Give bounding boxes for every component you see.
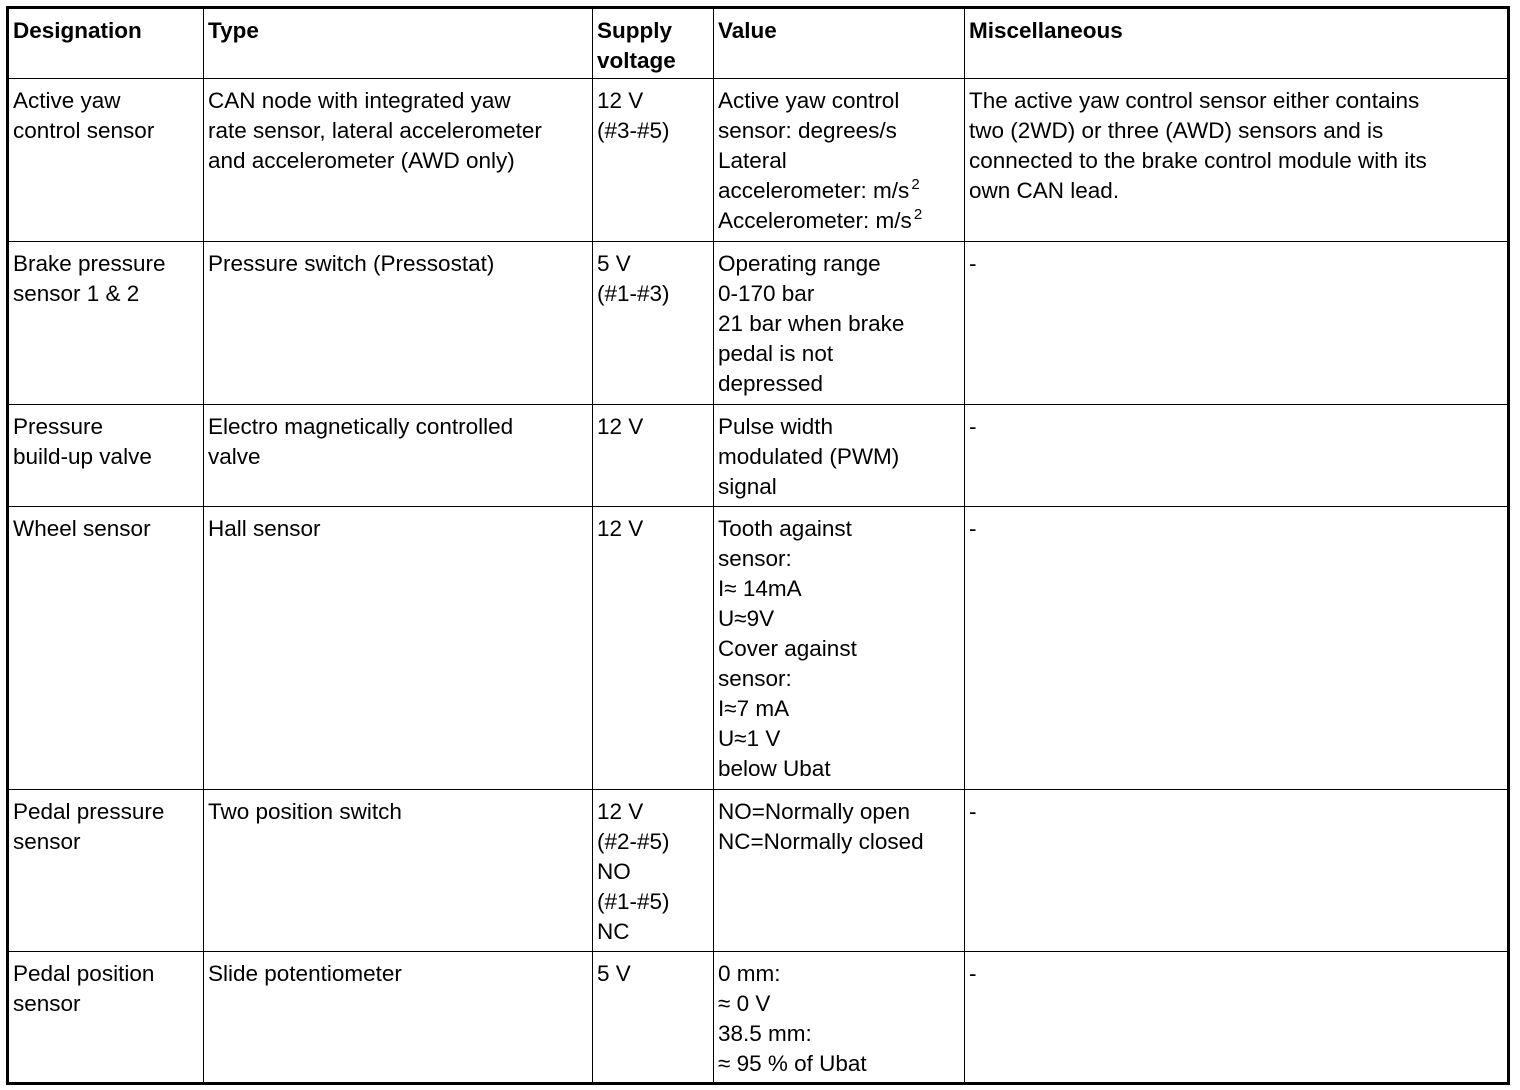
miscellaneous-cell: The active yaw control sensor either contains two (2WD) or three (AWD) sensors and is connected to the brake control module with its own CAN lead.: [965, 79, 1509, 242]
miscellaneous-cell: -: [965, 242, 1509, 405]
designation-cell: Brake pressure sensor 1 & 2: [8, 242, 204, 405]
component-spec-table: [6, 6, 1510, 1085]
miscellaneous-cell: -: [965, 952, 1509, 1084]
value-cell: NO=Normally open NC=Normally closed: [714, 790, 965, 952]
table-row: [8, 952, 1509, 1084]
header-supply-voltage: Supply voltage: [593, 8, 714, 79]
type-cell: Slide potentiometer: [204, 952, 593, 1084]
table-row: [8, 405, 1509, 507]
header-miscellaneous: Miscellaneous: [965, 8, 1509, 79]
miscellaneous-cell: -: [965, 507, 1509, 790]
designation-cell: Pressure build-up valve: [8, 405, 204, 507]
supply-voltage-cell: 12 V: [593, 507, 714, 790]
table-row: [8, 242, 1509, 405]
table-row: [8, 79, 1509, 242]
value-cell: Pulse width modulated (PWM) signal: [714, 405, 965, 507]
type-cell: Two position switch: [204, 790, 593, 952]
designation-cell: Active yaw control sensor: [8, 79, 204, 242]
header-value: Value: [714, 8, 965, 79]
type-cell: Hall sensor: [204, 507, 593, 790]
designation-cell: Pedal pressure sensor: [8, 790, 204, 952]
designation-cell: Pedal position sensor: [8, 952, 204, 1084]
type-cell: Electro magnetically controlled valve: [204, 405, 593, 507]
supply-voltage-cell: 12 V: [593, 405, 714, 507]
value-cell: Tooth against sensor: I≈ 14mA U≈9V Cover against sensor: I≈7 mA U≈1 V below Ubat: [714, 507, 965, 790]
type-cell: CAN node with integrated yaw rate sensor, lateral accelerometer and accelerometer (AWD only): [204, 79, 593, 242]
header-row: [8, 8, 1509, 79]
squared-superscript: 2: [911, 176, 920, 193]
supply-voltage-cell: 12 V (#2-#5) NO (#1-#5) NC: [593, 790, 714, 952]
value-cell: 0 mm: ≈ 0 V 38.5 mm: ≈ 95 % of Ubat: [714, 952, 965, 1084]
miscellaneous-cell: -: [965, 405, 1509, 507]
supply-voltage-cell: 5 V: [593, 952, 714, 1084]
miscellaneous-cell: -: [965, 790, 1509, 952]
header-designation: Designation: [8, 8, 204, 79]
table-row: [8, 790, 1509, 952]
supply-voltage-cell: 12 V (#3-#5): [593, 79, 714, 242]
squared-superscript: 2: [913, 206, 923, 223]
header-type: Type: [204, 8, 593, 79]
designation-cell: Wheel sensor: [8, 507, 204, 790]
value-cell: Operating range 0-170 bar 21 bar when brake pedal is not depressed: [714, 242, 965, 405]
value-cell: Active yaw control sensor: degrees/s Lateral accelerometer: m/s $^2$ Accelerometer: m/s $^2$: [714, 79, 965, 242]
table-row: [8, 507, 1509, 790]
type-cell: Pressure switch (Pressostat): [204, 242, 593, 405]
supply-voltage-cell: 5 V (#1-#3): [593, 242, 714, 405]
